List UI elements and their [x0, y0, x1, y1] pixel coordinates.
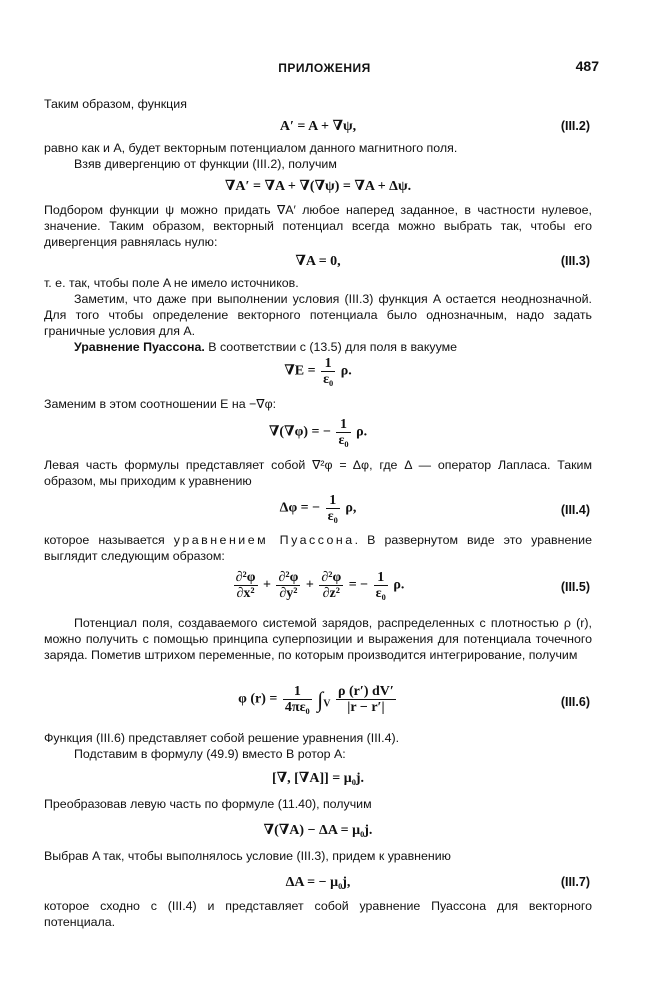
fraction [336, 417, 350, 448]
paragraph-text: . В развернутом виде это уравнение выглядит следующим образом: [44, 533, 592, 563]
paragraph-rotor: Подставим в формулу (49.9) вместо B ротор A: [74, 747, 346, 761]
paragraph-substitute: Заменим в этом соотношении E на −∇φ: [44, 397, 277, 411]
equation-formula: ∇A′ = ∇A + ∇(∇ψ) = ∇A + Δψ. [224, 179, 412, 194]
integrand-fraction [336, 684, 396, 715]
fraction [374, 570, 388, 601]
emphasized-term: уравнением Пуассона [173, 533, 355, 547]
equation-number: (III.5) [560, 580, 590, 594]
fraction [283, 684, 312, 715]
equation-rhs: ρ. [356, 424, 368, 440]
denominator: ε₀ [375, 586, 386, 601]
denominator: |r − r′| [347, 700, 385, 715]
paragraph-intro: Таким образом, функция [44, 97, 187, 111]
paragraph-no-sources: т. е. так, чтобы поле A не имело источников. [44, 276, 299, 290]
paragraph-text: В соответствии с (13.5) для поля в вакууме [204, 340, 458, 354]
equation-number: (III.6) [560, 695, 590, 709]
denominator: ∂x² [236, 586, 255, 601]
denominator: ε₀ [338, 433, 349, 448]
paragraph-vector-potential: равно как и A, будет векторным потенциалом данного магнитного поля. [44, 141, 458, 155]
numerator: 1 [374, 570, 388, 586]
section-title: ПРИЛОЖЕНИЯ [278, 61, 371, 75]
paragraph-text: которое называется [44, 533, 174, 547]
equation-lhs: φ (r) = [238, 691, 278, 707]
paragraph-poisson-definition [44, 532, 592, 564]
paragraph-laplacian: Левая часть формулы представляет собой ∇²φ = Δφ, где Δ — оператор Лапласа. Таким образом, мы приходим к уравнению [44, 458, 592, 488]
denominator: ε₀ [323, 372, 334, 387]
numerator: ∂²φ [321, 570, 342, 585]
equation-number: (III.3) [560, 254, 590, 268]
numerator: ∂²φ [278, 570, 299, 585]
paragraph-conclusion: которое сходно с (III.4) и представляет собой уравнение Пуассона для векторного потенциала. [44, 899, 592, 929]
paragraph-gauge-choice: Подбором функции ψ можно придать ∇A′ любое наперед заданное, в частности нулевое, значение. Таким образом, векторный потенциал всегда можно выбрать так, чтобы его дивергенция равнялась нулю: [44, 203, 592, 249]
paragraph-superposition: Потенциал поля, создаваемого системой зарядов, распределенных с плотностью ρ (r), можно получить с помощью принципа суперпозиции и выражения для потенциала точечного заряда. Пометив штрихом переменные, по которым производится интегрирование, получим [44, 616, 592, 662]
page-number: 487 [575, 58, 599, 74]
equation-formula: [∇, [∇A]] = μ₀j. [271, 771, 365, 786]
denominator: 4πε₀ [284, 700, 310, 715]
numerator: 1 [321, 356, 335, 372]
equals-minus: = − [348, 577, 369, 593]
equation-lhs: Δφ = − [279, 500, 321, 516]
numerator: 1 [326, 493, 340, 509]
equation-formula: A′ = A + ∇ψ, [279, 119, 357, 134]
denominator: ε₀ [327, 509, 338, 524]
denominator: ∂y² [279, 586, 298, 601]
paragraph-boundary: Заметим, что даже при выполнении условия (III.3) функция A остается неоднозначной. Для того чтобы определение векторного потенциала было однозначным, надо задать граничные условия для A. [44, 292, 592, 338]
equation-formula: ∇A = 0, [295, 254, 341, 269]
plus-sign: + [305, 577, 314, 593]
equation-rhs: ρ. [393, 577, 405, 593]
fraction-d2z [319, 570, 343, 601]
equation-rhs: ρ, [345, 500, 357, 516]
numerator: ∂²φ [235, 570, 256, 585]
fraction [326, 493, 340, 524]
paragraph-transform: Преобразовав левую часть по формуле (11.40), получим [44, 797, 372, 811]
numerator: ρ (r′) dV′ [338, 684, 394, 699]
equation-rhs: ρ. [340, 363, 352, 379]
fraction-d2y [276, 570, 300, 601]
equation-lhs: ∇(∇φ) = − [268, 424, 331, 440]
equation-formula: ∇(∇A) − ΔA = μ₀j. [263, 823, 373, 838]
numerator: 1 [283, 684, 312, 700]
denominator: ∂z² [322, 586, 340, 601]
equation-number: (III.7) [560, 875, 590, 889]
fraction [321, 356, 335, 387]
equation-number: (III.4) [560, 503, 590, 517]
plus-sign: + [263, 577, 271, 593]
paragraph-poisson-heading [44, 339, 592, 355]
running-header [0, 58, 649, 78]
equation-number: (III.2) [560, 119, 590, 133]
numerator: 1 [336, 417, 350, 433]
paragraph-choose-a: Выбрав A так, чтобы выполнялось условие (III.3), придем к уравнению [44, 849, 451, 863]
equation-lhs: ∇E = [284, 363, 316, 379]
integral-sign: ∫ [317, 687, 324, 712]
fraction-d2x [234, 570, 258, 601]
integral-domain: V [323, 698, 331, 710]
paragraph-divergence: Взяв дивергенцию от функции (III.2), получим [74, 157, 337, 171]
subsection-heading: Уравнение Пуассона. [74, 340, 205, 354]
equation-formula: ΔA = − μ₀j, [285, 875, 351, 890]
paragraph-solution: Функция (III.6) представляет собой решение уравнения (III.4). [44, 731, 400, 745]
